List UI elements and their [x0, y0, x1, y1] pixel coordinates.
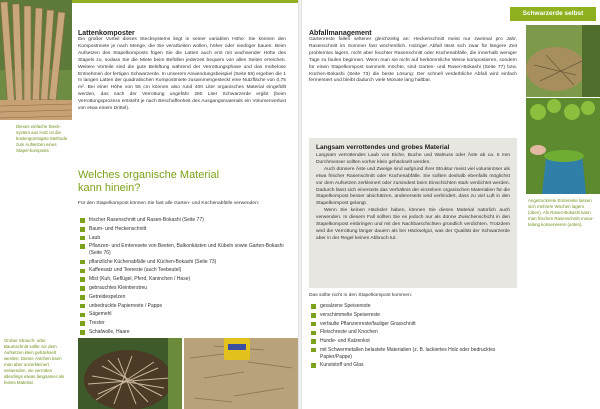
material-list: [80, 216, 286, 337]
info-box-heading: Langsam verrottendes und grobes Material: [316, 144, 450, 151]
list-item: [80, 293, 286, 302]
list-item-label: gebrauchtes Kleintierstreu: [89, 284, 148, 291]
photo-top-caption: Dieses einfache Steck-system aus Holz ist die kostengünstigste Methode zum Aufsetzen eines Stapel-komposts.: [16, 124, 68, 153]
right-photo-caption: Angetrocknete Erntereste lassen sich mehrere Wochen lagern (oben). Als Rasen-Bokashi kann man frischen Rasenschnitt mona-telang konservieren (unten).: [528, 198, 594, 227]
list-item-label: Schafwolle, Haare: [89, 328, 130, 335]
list-item-label: Kaffeesatz und Teereste (auch Teebeutel): [89, 267, 182, 274]
list-item-label: verschimmelte Speisereste: [320, 311, 381, 318]
list-item-label: verfaulte Pflanzenreste/fauliger Grasschnitt: [320, 320, 416, 327]
green-bucket-photo: [526, 98, 600, 194]
list-item: [80, 319, 286, 328]
info-box: [309, 138, 517, 288]
list-item: [80, 328, 286, 337]
branches-photo: [78, 338, 182, 409]
section-heading-line-2: kann hinein?: [78, 182, 141, 194]
harvest-remains-photo: [526, 25, 600, 97]
list-item: [311, 311, 511, 320]
list-item-label: Trester: [89, 320, 105, 327]
info-box-p1: Langsam verrottendes Laub von Eiche, Buche und Walnuss oder Äste ab ca. 5 mm Durchmesser sollten vorher klein gehäckselt werden.: [316, 153, 510, 165]
list-item: [80, 310, 286, 319]
section-heading: [78, 169, 288, 195]
list-item: [80, 284, 286, 293]
list-item: [80, 225, 286, 234]
list-item-label: gesalzene Speisereste: [320, 303, 371, 309]
list-item-label: Laub: [89, 234, 101, 241]
lattenkomposter-heading: Lattenkomposter: [78, 30, 135, 37]
list-item: [311, 361, 511, 370]
abfall-section: [309, 30, 517, 85]
list-item-label: Kunststoff und Glas: [320, 362, 364, 369]
not-allowed-heading: Das sollte nicht in den Stapelkompost kommen:: [309, 293, 413, 298]
shredded-material-photo: [184, 338, 298, 409]
list-item-label: Fleischreste und Knochen: [320, 329, 378, 336]
lattenkomposter-text: Ein großer Vorteil dieses Stecksystems liegt in seiner variablen Höhe: Sie können den Kompostmiete je nach Menge, die Sie verarbeiten wollen, höher oder niedriger bauen. Beim Aufsetzen des Stapelkomposts fügen Sie die Latten auch erst mit wachsender Höhe des Stapels zu, sodass Sie die Miete beim Befüllen jederzeit bequem von allen Seiten erreichen. Weitere Vorteile sind die gute Belüftung während der Verrottungsphase und das mühelose Entnehmen der fertigen Schwarzerde. In unserem Anwendungsbeispiel (Seite 58) ergeben die 1 m langen Latten der quadratischen Kompostmiete zusammengesteckt eine Nutzfläche von 0,75 m². Bei einer Höhe von 55 cm können also rund 400 Liter organisches Material eingefüllt werden, das nach der Verrottung ungefähr 280 Liter Schwarzerde ergibt (beim Verrottungsprozess entsteht je nach Beschaffenheit des Ausgangsmaterials ein Volumenverlust von etwa einem Drittel).: [78, 37, 286, 112]
list-item: [80, 258, 286, 267]
list-item-label: frischer Rasenschnitt und Rasen-Bokashi (Seite 77): [89, 217, 204, 223]
abfall-text: Gartenreste fallen seltener gleichzeitig an: Heckenschnitt meist nur zweimal pro Jahr, Rasenschnitt im Sommer fast wöchentlich. Holziger Abfall lässt sich zwar für längere Zeit problemlos lagern, nicht aber feuchter Rasenschnitt oder Küchenabfälle, die innerhalb weniger Tage zu faulen beginnen. Wenn man sie nicht auf herkömmliche Weise kompostieren, sondern für einen Stapelkompost sammeln möchte, sind Garten- und Rasen-Bokashi (Seite 77) bzw. Küchen-Bokashi (Seite 73) die beste Lösung: Der schnell verderbliche Abfall wird einfach fermentiert und bleibt dadurch viele Monate lang haltbar.: [309, 37, 517, 84]
chapter-tab: Schwarzerde selbst: [510, 7, 596, 21]
list-item: [80, 266, 286, 275]
left-page: [0, 0, 298, 409]
section-heading-line-1: Welches organische Material: [78, 169, 220, 181]
info-box-p2: Auch dünnere Äste und Zweige sind aufgrund ihrer Struktur meist viel voluminöser als etwa frischer Rasenschnitt oder Küchenabfälle. Sie sollten deshalb ebenfalls möglichst vor dem Aufsetzen zerkleinert oder zumindest beim Einschichten stark verdichtet werden. Dadurch lässt sich einerseits das Verhältnis der einzelnen organischen Materialien für die Stapelkompost besser abschätzen, andererseits wird verhindert, dass zu viel Luft in den Stapelkompost gelangt.: [316, 166, 510, 207]
list-item: [80, 234, 286, 243]
list-item-label: Hunde- und Katzenkot: [320, 338, 370, 345]
list-item-label: Getreidespelzen: [89, 293, 126, 300]
list-item-label: Pflanzen- und Ernteresete von Beeten, Balkonkästen und Kübeln sowie Garten-Bokashi (Seite 76): [89, 243, 284, 256]
section-intro: Für den Stapelkompost können Sie fast alle Garten- und Küchenabfälle verwenden:: [78, 201, 260, 206]
list-item: [311, 320, 511, 329]
list-item: [80, 216, 286, 225]
info-box-p3: Wenn Sie keinen Häcksler haben, können Sie dieses Material natürlich auch verwenden. In diesem Fall sollten Sie es jedoch nur als dünne Zwischenschicht in den Stapelkompost einbringen und mit den Nachbarschichten gründlich verdichten. Trotzdem wird die Verrottung länger dauern als bei Häckselgut, was der Qualität der Schwarzerde aber in der Regel keinen Abbruch tut.: [316, 208, 510, 241]
list-item-label: pflanzliche Küchenabfälle und Küchen-Bokashi (Seite 73): [89, 258, 217, 265]
list-item-label: mit Schwermetallen belastete Materialien (z. B. lackiertes Holz oder bedrucktes Papier/Pappe): [320, 346, 496, 360]
list-item-label: Baum- und Heckenschnitt: [89, 225, 147, 232]
list-item-label: unbedruckte Papierreste / Pappe: [89, 302, 163, 309]
list-item: [311, 346, 511, 361]
not-allowed-list: [311, 302, 511, 370]
photo-bottom-caption: Grober Strauch- oder Baumschnitt sollte vor dem Aufsetzen klein gehäckselt werden. Dünne Ästchen kann man aber unzerkleinert verwenden, sie verrotten allerdings etwas langsamer als feines Material.: [4, 338, 65, 385]
list-item: [80, 275, 286, 284]
list-item-label: Mist (Kuh, Geflügel, Pferd, Kaninchen / Hase): [89, 276, 191, 283]
list-item-label: Sägemehl: [89, 311, 112, 318]
abfall-heading: Abfallmanagement: [309, 30, 372, 37]
lattenkomposter-section: [78, 30, 286, 113]
list-item: [311, 302, 511, 311]
list-item: [311, 328, 511, 337]
wooden-slats-photo: [0, 0, 72, 120]
list-item: [80, 302, 286, 311]
list-item: [80, 242, 286, 257]
list-item: [311, 337, 511, 346]
